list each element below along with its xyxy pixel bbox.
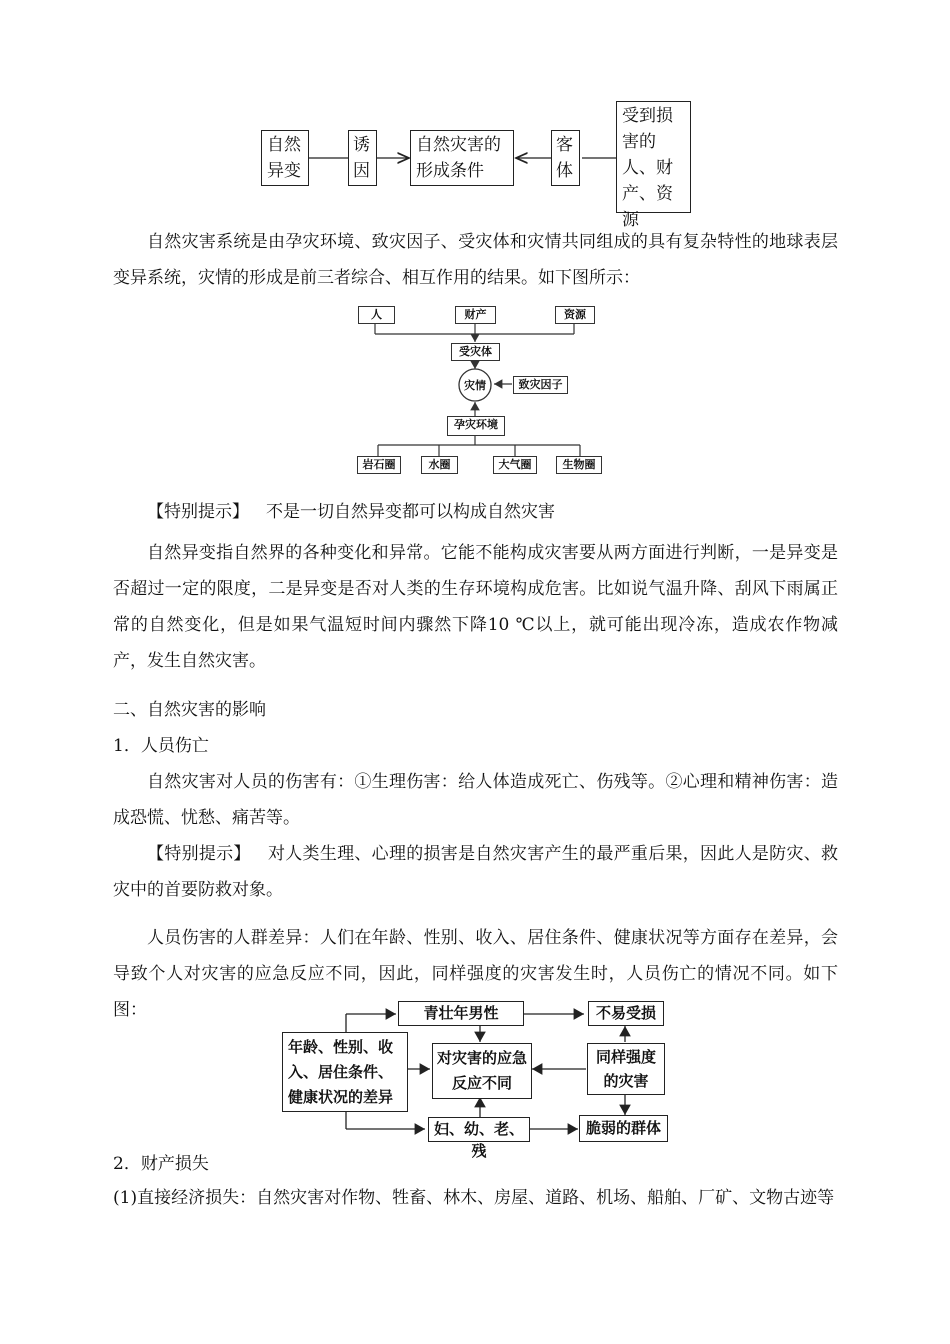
tip-text: 不是一切自然异变都可以构成自然灾害 — [266, 502, 555, 522]
box-environment: 孕灾环境 — [447, 416, 505, 436]
box-emergency-response: 对灾害的应急反应不同 — [432, 1043, 532, 1099]
paragraph-direct-loss: (1)直接经济损失：自然灾害对作物、牲畜、林木、房屋、道路、机场、船舶、厂矿、文物古迹等 — [113, 1188, 835, 1208]
box-atmosphere: 大气圈 — [493, 456, 537, 474]
box-vulnerable-group: 脆弱的群体 — [579, 1115, 668, 1142]
box-inducement: 诱因 — [348, 130, 377, 186]
box-young-men: 青壮年男性 — [398, 1001, 524, 1026]
box-not-easily-damaged: 不易受损 — [588, 1001, 664, 1026]
box-hydrosphere: 水圈 — [421, 456, 458, 474]
section-heading: 二、自然灾害的影响 — [113, 700, 266, 720]
tip-text: 对人类生理、心理的损害是自然灾害产生的最严重后果，因此人是防灾、救灾中的首要防救对象。 — [113, 844, 839, 900]
paragraph-disaster-system: 自然灾害系统是由孕灾环境、致灾因子、受灾体和灾情共同组成的具有复杂特性的地球表层变异系统，灾情的形成是前三者综合、相互作用的结果。如下图所示： — [113, 232, 838, 288]
center-disaster-situation: 灾情 — [464, 379, 486, 392]
paragraph-injuries: 自然灾害对人员的伤害有：①生理伤害：给人体造成死亡、伤残等。②心理和精神伤害：造成恐慌、忧愁、痛苦等。 — [113, 772, 838, 828]
box-natural-variation: 自然异变 — [261, 130, 309, 186]
subheading-property-loss: 2．财产损失 — [113, 1154, 209, 1174]
box-receiver: 受灾体 — [451, 343, 500, 361]
box-vulnerable-people: 妇、幼、老、残 — [428, 1117, 530, 1142]
box-same-intensity: 同样强度的灾害 — [587, 1043, 665, 1095]
box-resources: 资源 — [555, 306, 595, 324]
paragraph-natural-variation: 自然异变指自然界的各种变化和异常。它能不能构成灾害要从两方面进行判断，一是异变是否超过一定的限度，二是异变是否对人类的生存环境构成危害。比如说气温升降、刮风下雨属正常的自然变化，但是如果气温短时间内骤然下降10 ℃以上，就可能出现冷冻，造成农作物减产，发生自然灾害。 — [113, 543, 838, 671]
tip-label: 【特别提示】 — [147, 502, 249, 522]
box-formation-conditions: 自然灾害的形成条件 — [410, 130, 514, 186]
subheading-casualties: 1．人员伤亡 — [113, 736, 209, 756]
box-property: 财产 — [455, 306, 496, 324]
special-tip-1 — [147, 500, 555, 524]
box-object: 客体 — [551, 130, 580, 186]
special-tip-2 — [113, 836, 838, 908]
box-biosphere: 生物圈 — [556, 456, 602, 474]
box-damaged-targets: 受到损害的人、财产、资源 — [616, 101, 691, 213]
box-people: 人 — [358, 306, 395, 324]
box-disaster-cause: 致灾因子 — [513, 376, 568, 394]
tip-label: 【特别提示】 — [147, 844, 251, 864]
box-differences: 年龄、性别、收入、居住条件、健康状况的差异 — [282, 1032, 408, 1112]
paragraph-group-differences: 人员伤害的人群差异：人们在年龄、性别、收入、居住条件、健康状况等方面存在差异，会导致个人对灾害的应急反应不同，因此，同样强度的灾害发生时，人员伤亡的情况不同。如下图： — [113, 928, 838, 1020]
box-lithosphere: 岩石圈 — [357, 456, 401, 474]
